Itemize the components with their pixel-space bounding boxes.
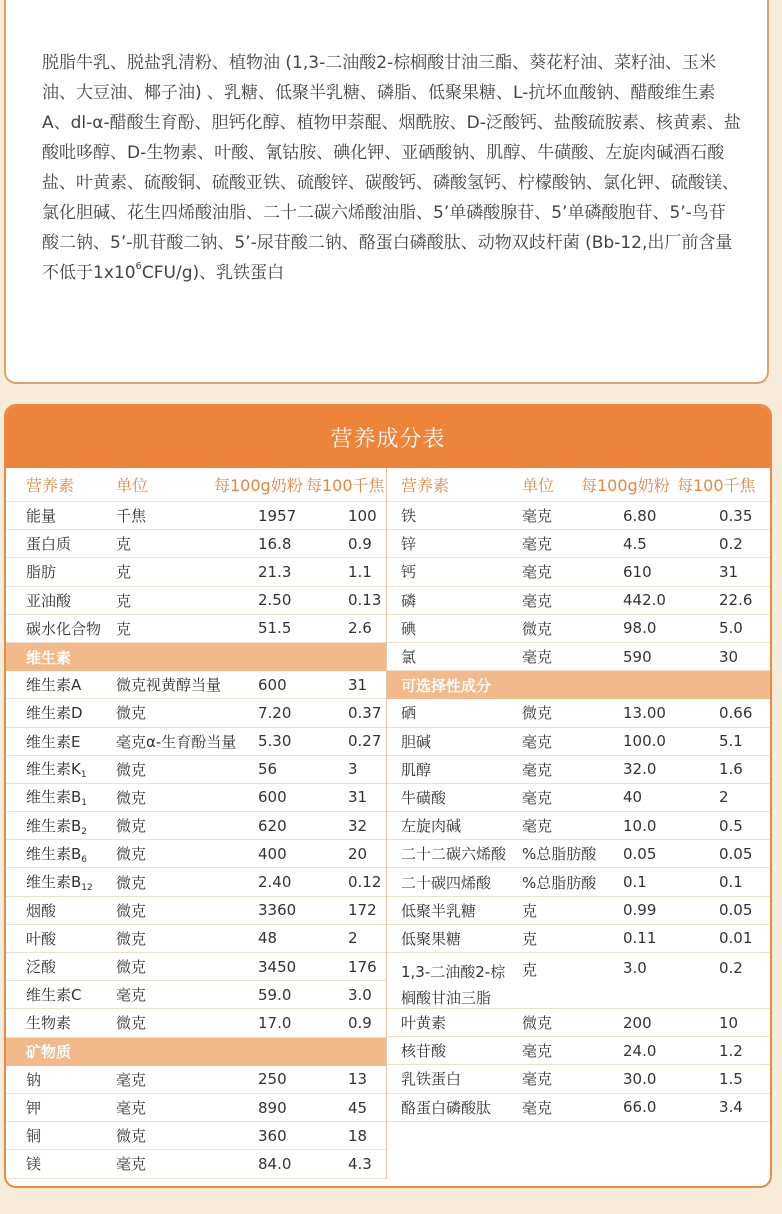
nutrient-name [6, 1097, 41, 1118]
nutrient-unit: 微克 [116, 901, 147, 920]
ingredients-text-tail: CFU/g)、乳铁蛋白 [141, 263, 285, 283]
value-per-100g: 600 [258, 675, 287, 694]
table-row [6, 1122, 386, 1150]
value-per-100kj: 31 [348, 675, 368, 694]
nutrient-name-text: 胆碱 [401, 732, 432, 751]
nutrient-name-text: 维生素B [26, 844, 82, 863]
header-unit: 单位 [522, 476, 555, 495]
nutrient-unit: 克 [522, 961, 538, 979]
value-per-100kj: 30 [719, 647, 739, 666]
nutrient-name [6, 505, 56, 526]
nutrient-name-text: 低聚果糖 [401, 929, 462, 948]
value-per-100g: 48 [258, 929, 278, 948]
value-per-100g: 442.0 [623, 591, 666, 610]
ingredients-text: 脱脂牛乳、脱盐乳清粉、植物油 (1,3-二油酸2-棕榈酸甘油三酯、葵花籽油、菜籽油、玉米油、大豆油、椰子油) 、乳糖、低聚半乳糖、磷脂、低聚果糖、L-抗坏血酸钠、醋酸维生素A、dl-α-醋酸生育酚、胆钙化醇、植物甲萘醌、烟酰胺、D-泛酸钙、盐酸硫胺素、核黄素、盐酸吡哆醇、D-生物素、叶酸、氰钴胺、碘化钾、亚硒酸钠、肌醇、牛磺酸、左旋肉碱酒石酸盐、叶黄素、硫酸铜、硫酸亚铁、硫酸锌、碳酸钙、磷酸氢钙、柠檬酸钠、氯化钾、硫酸镁、氯化胆碱、花生四烯酸油脂、二十二碳六烯酸油脂、5’单磷酸腺苷、5’单磷酸胞苷、5’-鸟苷酸二钠、5’-肌苷酸二钠、5’-尿苷酸二钠、酪蛋白磷酸肽、动物双歧杆菌 (Bb-12,出厂前含量不低于1x10 [42, 53, 741, 283]
table-row [387, 868, 770, 896]
nutrient-name-text: 乳铁蛋白 [401, 1070, 462, 1089]
value-per-100g: 100.0 [623, 732, 666, 751]
nutrient-name [6, 815, 87, 837]
table-row [387, 840, 770, 868]
nutrition-left-column [6, 468, 386, 1179]
nutrition-table [4, 404, 772, 1188]
section-label: 维生素 [26, 648, 72, 667]
nutrient-subscript: 12 [81, 883, 93, 894]
nutrient-unit: 克 [116, 563, 132, 582]
nutrient-name [387, 505, 416, 526]
nutrient-name-text: 叶酸 [26, 929, 57, 948]
nutrient-name [387, 1097, 491, 1118]
header-per-100g: 每100g奶粉 [581, 476, 670, 495]
table-row [6, 1094, 386, 1122]
value-per-100g: 30.0 [623, 1069, 657, 1088]
nutrient-unit: 微克 [116, 1127, 147, 1146]
nutrient-name-text: 维生素K [26, 760, 81, 779]
value-per-100g: 4.5 [623, 534, 647, 553]
nutrient-name-text: 二十二碳六烯酸 [401, 845, 507, 864]
nutrient-subscript: 6 [81, 854, 88, 865]
nutrient-name-text: 酪蛋白磷酸肽 [401, 1098, 492, 1117]
nutrient-name-text: 硒 [401, 704, 417, 723]
nutrient-unit: 毫克 [522, 535, 553, 554]
nutrient-name [6, 956, 56, 977]
nutrient-name [387, 533, 416, 554]
nutrient-name-text: 磷 [401, 591, 417, 610]
nutrient-name-text: 氯 [401, 648, 417, 667]
nutrient-unit: %总脂肪酸 [522, 873, 597, 892]
nutrient-name-text: 铜 [26, 1127, 42, 1146]
value-per-100g: 7.20 [258, 703, 292, 722]
nutrient-name [6, 984, 81, 1005]
value-per-100kj: 45 [348, 1098, 368, 1117]
nutrient-name-text: 生物素 [26, 1014, 72, 1033]
table-row [6, 1150, 386, 1178]
table-header-row [6, 468, 386, 502]
value-per-100kj: 0.2 [719, 534, 743, 553]
nutrient-name-text: 钠 [26, 1070, 42, 1089]
nutrient-unit: 毫克 [116, 1155, 147, 1174]
value-per-100g: 16.8 [258, 534, 292, 553]
nutrient-name [387, 590, 416, 611]
value-per-100kj: 20 [348, 844, 368, 863]
nutrient-name [6, 590, 71, 611]
table-row [387, 756, 770, 784]
nutrient-name-text: 二十碳四烯酸 [401, 873, 492, 892]
value-per-100g: 3.0 [623, 959, 647, 977]
nutrient-unit: 毫克 [522, 563, 553, 582]
value-per-100g: 13.00 [623, 703, 666, 722]
table-row [6, 840, 386, 868]
nutrient-name-text: 碘 [401, 619, 417, 638]
nutrient-unit: 毫克 [522, 1098, 553, 1117]
nutrient-name [387, 702, 416, 723]
nutrient-name-text: 钙 [401, 563, 417, 582]
value-per-100g: 17.0 [258, 1013, 292, 1032]
value-per-100g: 3360 [258, 901, 297, 920]
value-per-100kj: 0.05 [719, 844, 753, 863]
header-per-100kj: 每100千焦 [677, 476, 756, 495]
value-per-100g: 600 [258, 788, 287, 807]
nutrient-name-text: 脂肪 [26, 563, 57, 582]
nutrient-name [6, 1069, 41, 1090]
value-per-100kj: 0.1 [719, 873, 743, 892]
table-row [387, 530, 770, 558]
nutrient-name [6, 561, 56, 582]
value-per-100kj: 13 [348, 1070, 368, 1089]
value-per-100g: 360 [258, 1126, 287, 1145]
nutrient-name [6, 843, 87, 865]
value-per-100kj: 0.66 [719, 703, 753, 722]
table-row [6, 925, 386, 953]
value-per-100g: 5.30 [258, 732, 292, 751]
table-row [6, 615, 386, 643]
ingredients-exponent: 6 [135, 261, 142, 272]
nutrient-name [6, 900, 56, 921]
value-per-100g: 620 [258, 816, 287, 835]
header-nutrient: 营养素 [26, 476, 75, 495]
nutrient-subscript: 1 [81, 798, 88, 809]
nutrient-unit: 微克 [522, 704, 553, 723]
nutrient-name-text: 烟酸 [26, 901, 57, 920]
nutrient-unit: 微克 [116, 817, 147, 836]
ingredients-list [42, 48, 742, 288]
table-row [6, 756, 386, 784]
nutrient-name-text: 核苷酸 [401, 1042, 447, 1061]
value-per-100kj: 0.05 [719, 901, 753, 920]
value-per-100kj: 1.2 [719, 1041, 743, 1060]
value-per-100g: 200 [623, 1013, 652, 1032]
value-per-100g: 59.0 [258, 985, 292, 1004]
nutrition-right-column [386, 468, 770, 1179]
ingredients-card [4, 0, 769, 384]
header-unit: 单位 [116, 476, 149, 495]
nutrient-name-text: 能量 [26, 507, 57, 526]
table-row [6, 1009, 386, 1037]
nutrient-name [387, 843, 506, 864]
value-per-100kj: 22.6 [719, 591, 753, 610]
value-per-100kj: 0.13 [348, 591, 382, 610]
nutrient-unit: 毫克α-生育酚当量 [116, 732, 237, 751]
value-per-100kj: 0.2 [719, 959, 743, 977]
value-per-100g: 2.50 [258, 591, 292, 610]
table-row [387, 1009, 770, 1037]
nutrient-name [387, 646, 416, 667]
value-per-100kj: 2 [348, 929, 358, 948]
nutrient-name [6, 871, 93, 893]
nutrient-unit: 微克 [116, 788, 147, 807]
nutrient-name [6, 928, 56, 949]
table-row [6, 530, 386, 558]
value-per-100kj: 32 [348, 816, 368, 835]
nutrient-unit: 毫克 [116, 1070, 147, 1089]
nutrient-name-text: 叶黄素 [401, 1014, 447, 1033]
nutrient-name [387, 787, 446, 808]
value-per-100g: 0.05 [623, 844, 657, 863]
nutrient-name-text: 牛磺酸 [401, 788, 447, 807]
nutrient-unit: 千焦 [116, 507, 147, 526]
header-per-100kj: 每100千焦 [306, 476, 385, 495]
table-row [6, 587, 386, 615]
value-per-100kj: 1.6 [719, 760, 743, 779]
nutrient-unit: 微克 [116, 958, 147, 977]
value-per-100g: 3450 [258, 957, 297, 976]
value-per-100kj: 10 [719, 1013, 739, 1032]
table-row [387, 1094, 770, 1122]
nutrient-name [387, 618, 416, 639]
value-per-100g: 10.0 [623, 816, 657, 835]
value-per-100kj: 2 [719, 788, 729, 807]
nutrient-name [6, 758, 87, 780]
value-per-100g: 0.99 [623, 901, 657, 920]
section-label: 可选择性成分 [401, 676, 492, 695]
nutrient-unit: 克 [116, 535, 132, 554]
nutrient-name [6, 702, 83, 723]
nutrient-name-text: 锌 [401, 535, 417, 554]
nutrient-unit: 克 [522, 929, 538, 948]
value-per-100g: 51.5 [258, 619, 292, 638]
value-per-100g: 32.0 [623, 760, 657, 779]
nutrient-name-text: 泛酸 [26, 958, 57, 977]
nutrient-unit: %总脂肪酸 [522, 845, 597, 864]
section-label: 矿物质 [26, 1043, 72, 1062]
nutrient-name-text: 铁 [401, 507, 417, 526]
nutrient-name [387, 928, 461, 949]
nutrient-name-text: 维生素B [26, 816, 82, 835]
nutrient-name [387, 959, 517, 1011]
value-per-100g: 590 [623, 647, 652, 666]
nutrient-name-text: 1,3-二油酸2-棕榈酸甘油三脂 [401, 963, 506, 1007]
nutrient-name [6, 786, 87, 808]
table-row [387, 699, 770, 727]
value-per-100g: 0.1 [623, 873, 647, 892]
table-row [6, 953, 386, 981]
nutrient-name [6, 1125, 41, 1146]
nutrient-unit: 毫克 [522, 1042, 553, 1061]
table-header-row [387, 468, 770, 502]
table-row [387, 897, 770, 925]
nutrient-name [6, 674, 81, 695]
nutrient-unit: 微克 [522, 1014, 553, 1033]
value-per-100kj: 0.37 [348, 703, 382, 722]
value-per-100g: 250 [258, 1070, 287, 1089]
value-per-100g: 1957 [258, 506, 297, 525]
nutrient-name [6, 533, 71, 554]
nutrient-name [387, 731, 431, 752]
nutrient-name-text: 低聚半乳糖 [401, 901, 477, 920]
nutrient-unit: 毫克 [522, 648, 553, 667]
nutrient-unit: 毫克 [116, 1099, 147, 1118]
nutrient-unit: 克 [116, 591, 132, 610]
table-row [387, 502, 770, 530]
nutrient-name-text: 肌醇 [401, 760, 432, 779]
nutrient-unit: 微克 [116, 760, 147, 779]
table-row [387, 587, 770, 615]
value-per-100g: 84.0 [258, 1154, 292, 1173]
value-per-100g: 24.0 [623, 1041, 657, 1060]
nutrient-unit: 微克 [116, 704, 147, 723]
value-per-100kj: 1.1 [348, 562, 372, 581]
nutrient-unit: 微克 [116, 1014, 147, 1033]
table-row [387, 784, 770, 812]
nutrient-name [6, 618, 101, 639]
header-nutrient: 营养素 [401, 476, 450, 495]
nutrient-name-text: 亚油酸 [26, 591, 72, 610]
nutrient-name-text: 维生素B [26, 873, 82, 892]
nutrient-subscript: 2 [81, 826, 88, 837]
table-row [387, 615, 770, 643]
table-row [6, 1066, 386, 1094]
value-per-100kj: 0.27 [348, 732, 382, 751]
value-per-100g: 610 [623, 562, 652, 581]
table-row [6, 784, 386, 812]
table-row [6, 558, 386, 586]
nutrient-unit: 毫克 [522, 817, 553, 836]
nutrient-name [6, 1153, 41, 1174]
table-row [6, 868, 386, 896]
nutrient-name-text: 维生素E [26, 732, 81, 751]
value-per-100g: 40 [623, 788, 643, 807]
nutrient-name [387, 872, 491, 893]
nutrient-name-text: 维生素D [26, 704, 83, 723]
nutrient-unit: 毫克 [522, 1070, 553, 1089]
value-per-100kj: 3.4 [719, 1098, 743, 1117]
nutrient-unit: 克 [522, 901, 538, 920]
table-row [387, 1065, 770, 1093]
value-per-100kj: 0.01 [719, 929, 753, 948]
table-row [387, 953, 770, 1009]
value-per-100kj: 176 [348, 957, 377, 976]
value-per-100g: 890 [258, 1098, 287, 1117]
value-per-100kj: 18 [348, 1126, 368, 1145]
value-per-100g: 66.0 [623, 1098, 657, 1117]
value-per-100kj: 1.5 [719, 1069, 743, 1088]
table-row [6, 671, 386, 699]
value-per-100kj: 3 [348, 760, 358, 779]
value-per-100kj: 5.1 [719, 732, 743, 751]
value-per-100kj: 4.3 [348, 1154, 372, 1173]
value-per-100kj: 0.12 [348, 873, 382, 892]
table-row [387, 643, 770, 671]
header-per-100g: 每100g奶粉 [214, 476, 303, 495]
value-per-100g: 21.3 [258, 562, 292, 581]
nutrient-name [6, 1012, 71, 1033]
value-per-100kj: 31 [348, 788, 368, 807]
nutrient-unit: 微克 [522, 619, 553, 638]
value-per-100g: 56 [258, 760, 278, 779]
value-per-100g: 400 [258, 844, 287, 863]
nutrient-subscript: 1 [80, 770, 87, 781]
nutrient-name-text: 蛋白质 [26, 535, 72, 554]
nutrient-name [387, 1040, 446, 1061]
nutrient-unit: 克 [116, 619, 132, 638]
nutrient-unit: 微克 [116, 929, 147, 948]
value-per-100kj: 3.0 [348, 985, 372, 1004]
nutrient-name [387, 561, 416, 582]
nutrient-name-text: 维生素C [26, 986, 82, 1005]
value-per-100kj: 5.0 [719, 619, 743, 638]
table-row [387, 812, 770, 840]
value-per-100kj: 0.35 [719, 506, 753, 525]
section-header-row [6, 1038, 386, 1066]
table-row [387, 558, 770, 586]
value-per-100g: 98.0 [623, 619, 657, 638]
nutrient-name [387, 1012, 446, 1033]
nutrient-name [387, 759, 431, 780]
nutrient-unit: 毫克 [522, 507, 553, 526]
nutrient-unit: 微克 [116, 845, 147, 864]
value-per-100g: 0.11 [623, 929, 657, 948]
value-per-100kj: 31 [719, 562, 739, 581]
value-per-100kj: 100 [348, 506, 377, 525]
table-row [6, 897, 386, 925]
table-row [387, 1037, 770, 1065]
nutrient-name-text: 钾 [26, 1099, 42, 1118]
nutrient-unit: 微克 [116, 873, 147, 892]
value-per-100kj: 0.9 [348, 534, 372, 553]
nutrient-name [387, 815, 461, 836]
nutrient-name [387, 1068, 461, 1089]
nutrient-unit: 毫克 [522, 788, 553, 807]
section-header-row [6, 643, 386, 671]
table-row [6, 981, 386, 1009]
nutrient-name [387, 900, 476, 921]
nutrient-unit: 毫克 [522, 591, 553, 610]
value-per-100g: 2.40 [258, 873, 292, 892]
table-row [387, 728, 770, 756]
nutrient-name [6, 731, 80, 752]
value-per-100kj: 172 [348, 901, 377, 920]
table-row [6, 502, 386, 530]
value-per-100kj: 0.9 [348, 1013, 372, 1032]
nutrient-unit: 毫克 [522, 760, 553, 779]
nutrient-unit: 毫克 [116, 986, 147, 1005]
nutrient-name-text: 左旋肉碱 [401, 817, 462, 836]
value-per-100g: 6.80 [623, 506, 657, 525]
table-row [6, 728, 386, 756]
nutrient-unit: 毫克 [522, 732, 553, 751]
value-per-100kj: 0.5 [719, 816, 743, 835]
nutrient-name-text: 维生素A [26, 676, 82, 695]
nutrition-table-title: 营养成分表 [6, 406, 770, 468]
nutrient-unit: 微克视黄醇当量 [116, 676, 222, 695]
table-row [6, 699, 386, 727]
nutrient-name-text: 碳水化合物 [26, 619, 102, 638]
nutrient-name-text: 维生素B [26, 788, 82, 807]
section-header-row [387, 671, 770, 699]
value-per-100kj: 2.6 [348, 619, 372, 638]
nutrient-name-text: 镁 [26, 1155, 42, 1174]
table-row [6, 812, 386, 840]
table-row [387, 925, 770, 953]
